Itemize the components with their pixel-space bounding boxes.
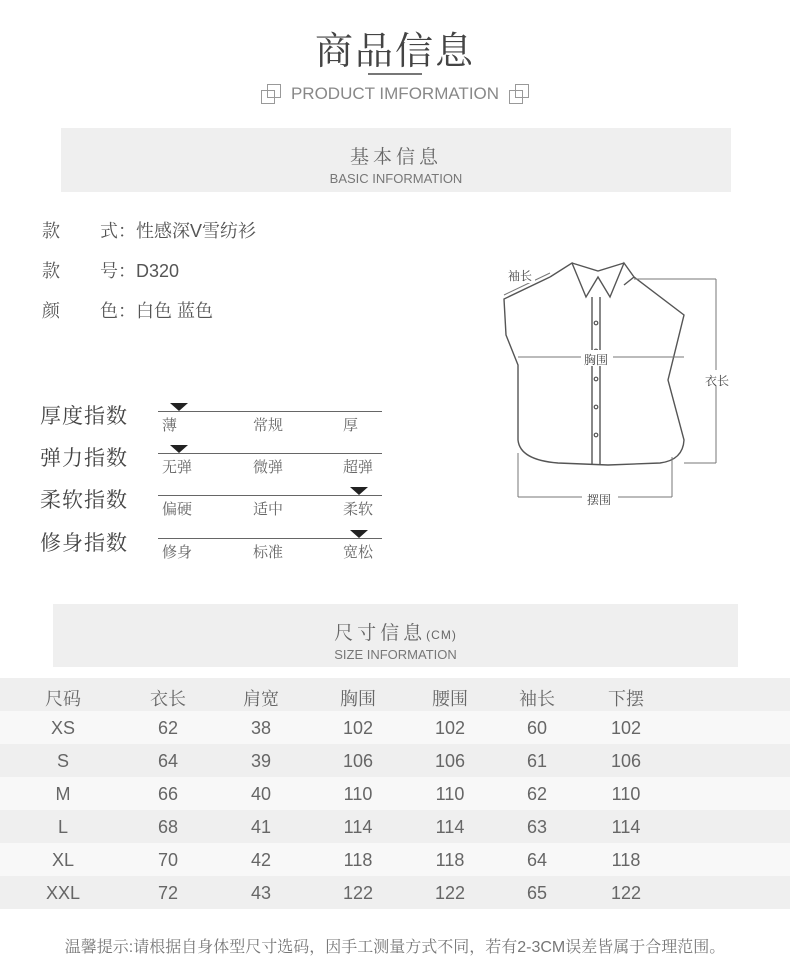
table-cell: 118 (343, 850, 373, 870)
table-cell: 102 (342, 718, 374, 738)
table-row (0, 876, 790, 909)
table-cell: 42 (250, 850, 272, 870)
table-cell: L (57, 817, 68, 837)
index-label: 修身指数 (40, 532, 128, 555)
page-subtitle (0, 83, 790, 104)
table-header-cell: 胸围 (340, 689, 376, 709)
diagram-label-chest: 胸围 (584, 353, 609, 367)
table-header-cell: 腰围 (432, 689, 468, 709)
index-option: 偏硬 (162, 501, 193, 518)
basic-info-banner (61, 128, 731, 192)
page-subtitle-text: PRODUCT IMFORMATION (290, 83, 500, 103)
index-label: 柔软指数 (40, 489, 128, 512)
index-marker-icon (350, 530, 368, 538)
table-cell: XL (51, 850, 75, 870)
index-option: 无弹 (162, 459, 193, 476)
diagram-label-length: 衣长 (705, 374, 730, 388)
table-cell: 68 (157, 817, 179, 837)
basic-info-subtitle: BASIC INFORMATION (329, 171, 463, 186)
info-key-2: 号： (100, 261, 136, 281)
square-deco-icon (261, 84, 281, 104)
info-row-color (42, 297, 213, 323)
index-scale-line (158, 538, 382, 539)
info-key-1: 款 (42, 261, 60, 281)
table-cell: 122 (434, 883, 466, 903)
index-label: 厚度指数 (40, 405, 128, 428)
table-cell: 106 (610, 751, 642, 771)
index-marker-icon (170, 445, 188, 453)
table-cell: 114 (343, 817, 373, 837)
size-info-subtitle: SIZE INFORMATION (334, 647, 457, 662)
index-scale-line (158, 411, 382, 412)
table-cell: 64 (526, 850, 548, 870)
table-cell: 118 (435, 850, 465, 870)
size-info-banner (53, 604, 738, 667)
table-cell: 65 (526, 883, 548, 903)
index-scale-line (158, 453, 382, 454)
info-key-1: 颜 (42, 301, 60, 321)
table-cell: 40 (250, 784, 272, 804)
table-cell: S (56, 751, 69, 771)
table-row (0, 744, 790, 777)
table-cell: 122 (342, 883, 374, 903)
table-cell: 110 (343, 784, 373, 804)
table-cell: 106 (434, 751, 466, 771)
title-underline (368, 73, 422, 75)
index-option: 标准 (253, 544, 284, 561)
table-row (0, 810, 790, 843)
basic-info-title: 基本信息 (349, 147, 442, 168)
table-cell: 114 (611, 817, 641, 837)
size-info-title (53, 604, 738, 645)
table-cell: 62 (526, 784, 548, 804)
table-header-cell: 尺码 (45, 689, 81, 709)
table-cell: 102 (610, 718, 642, 738)
table-cell: 41 (250, 817, 272, 837)
table-row (0, 777, 790, 810)
diagram-label-sleeve: 袖长 (508, 269, 533, 283)
info-key-2: 式： (100, 221, 136, 241)
table-cell: 39 (250, 751, 272, 771)
index-option: 微弹 (253, 459, 284, 476)
table-cell: 110 (435, 784, 465, 804)
index-option: 适中 (253, 501, 284, 518)
table-row (0, 843, 790, 876)
table-cell: 118 (611, 850, 641, 870)
table-header-row (0, 678, 790, 711)
index-option: 超弹 (343, 459, 374, 476)
size-info-title-text: 尺寸信息 (334, 623, 427, 644)
info-row-style (42, 217, 256, 243)
diagram-label-hem: 摆围 (587, 493, 612, 507)
index-option: 厚 (343, 417, 359, 434)
size-unit: (CM) (426, 628, 457, 642)
table-cell: 72 (157, 883, 179, 903)
table-cell: 43 (250, 883, 272, 903)
table-cell: 114 (435, 817, 465, 837)
index-option: 柔软 (343, 501, 374, 518)
index-option: 薄 (162, 417, 178, 434)
table-cell: 64 (157, 751, 179, 771)
info-value: 白色 蓝色 (136, 301, 214, 321)
table-cell: 66 (157, 784, 179, 804)
info-key-1: 款 (42, 221, 60, 241)
size-tip: 温馨提示:请根据自身体型尺寸选码，因手工测量方式不同，若有2-3CM误差皆属于合理范围。 (64, 939, 726, 956)
table-cell: 122 (610, 883, 642, 903)
info-value: D320 (136, 261, 180, 281)
table-row (0, 711, 790, 744)
page-title: 商品信息 (314, 31, 475, 73)
table-cell: XXL (45, 883, 81, 903)
index-scale-line (158, 495, 382, 496)
info-value: 性感深V雪纺衫 (136, 221, 257, 241)
table-cell: 38 (250, 718, 272, 738)
index-option: 常规 (253, 417, 284, 434)
shirt-outline (504, 277, 684, 465)
table-cell: 62 (157, 718, 179, 738)
table-cell: 63 (526, 817, 548, 837)
shirt-collar (550, 263, 634, 297)
info-key-2: 色： (100, 301, 136, 321)
table-cell: XS (50, 718, 75, 738)
square-deco-icon (509, 84, 529, 104)
table-cell: 110 (611, 784, 641, 804)
table-cell: 60 (526, 718, 548, 738)
table-header-cell: 肩宽 (243, 689, 279, 709)
table-header-cell: 袖长 (519, 689, 555, 709)
table-cell: 61 (526, 751, 548, 771)
table-cell: M (55, 784, 71, 804)
table-header-cell: 衣长 (150, 689, 186, 709)
index-option: 宽松 (343, 544, 374, 561)
info-row-model (42, 257, 179, 283)
table-cell: 70 (157, 850, 179, 870)
table-cell: 102 (434, 718, 466, 738)
size-table (0, 678, 790, 909)
table-cell: 106 (342, 751, 374, 771)
index-option: 修身 (162, 544, 193, 561)
index-label: 弹力指数 (40, 447, 128, 470)
table-header-cell: 下摆 (608, 689, 644, 709)
index-marker-icon (350, 487, 368, 495)
index-marker-icon (170, 403, 188, 411)
